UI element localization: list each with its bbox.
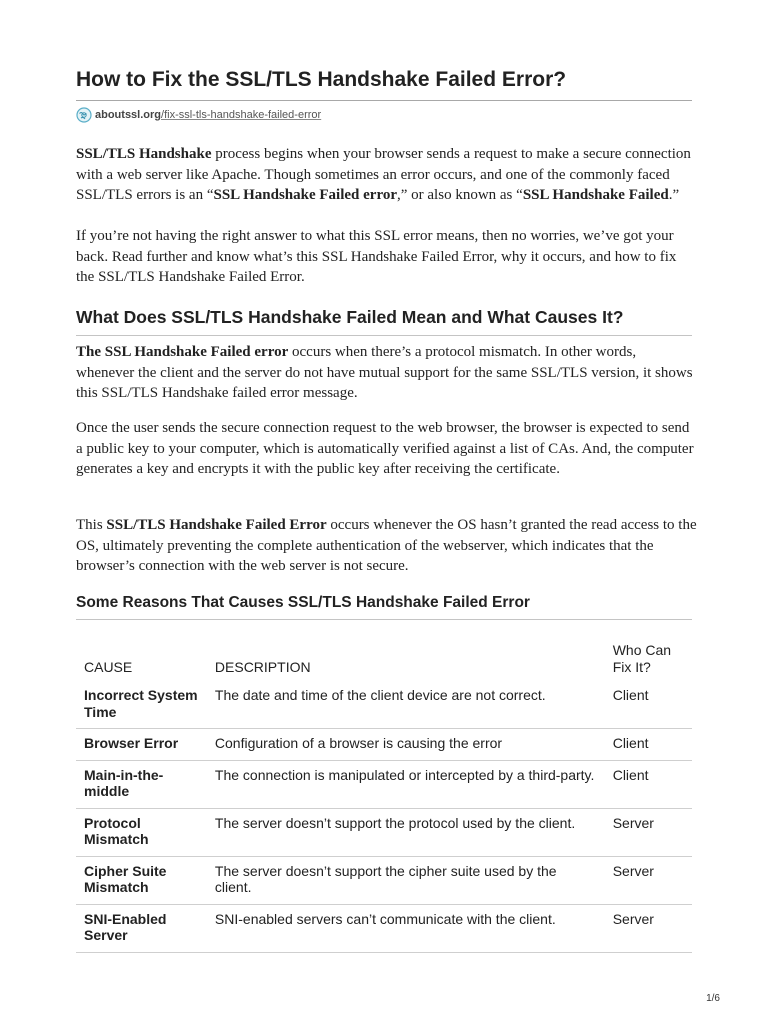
page-title: How to Fix the SSL/TLS Handshake Failed Error? xyxy=(76,68,567,91)
cell-who: Server xyxy=(612,910,654,927)
cell-who: Server xyxy=(612,814,654,831)
section-paragraph-3 xyxy=(76,515,698,577)
cell-who: Client xyxy=(612,766,649,783)
cell-cause: Incorrect System Time xyxy=(84,687,198,720)
section-paragraph-1 xyxy=(76,342,698,404)
cell-description: The date and time of the client device are not correct. xyxy=(214,687,546,703)
header-description: DESCRIPTION xyxy=(214,658,311,675)
table-row xyxy=(76,808,692,856)
cell-cause: SNI-Enabled Server xyxy=(84,910,167,943)
reasons-table xyxy=(76,632,692,953)
page-number: 1/6 xyxy=(706,993,720,1004)
table-row xyxy=(76,729,692,761)
cell-who: Client xyxy=(612,735,649,751)
section-paragraph-2: Once the user sends the secure connection request to the web browser, the browser is expected to send a public key to your computer, which is automatically verified against a list of CAs. And, the computer generates a key and encrypts it with the public key after receiving the certificate. xyxy=(76,420,694,478)
table-row xyxy=(76,904,692,952)
cell-description: Configuration of a browser is causing the error xyxy=(214,735,503,751)
table-row xyxy=(76,681,692,729)
intro-bold-3: SSL Handshake Failed xyxy=(522,187,669,204)
table-row xyxy=(76,856,692,904)
intro-bold-1: SSL/TLS Handshake xyxy=(76,146,212,162)
source-path[interactable]: /fix-ssl-tls-handshake-failed-error xyxy=(161,109,322,121)
section-text-1: occurs when there’s a protocol mismatch. In other words, whenever the client and the server do not have mutual support for the same SSL/TLS version, it shows this SSL/TLS Handshake failed error message. xyxy=(76,344,693,402)
header-who: Who Can Fix It? xyxy=(612,642,672,675)
intro-text-2: ,” or also known as “ xyxy=(397,187,523,204)
cell-cause: Browser Error xyxy=(84,735,179,751)
reasons-heading: Some Reasons That Causes SSL/TLS Handshake Failed Error xyxy=(76,594,530,611)
cell-cause: Protocol Mismatch xyxy=(84,814,149,847)
section-divider xyxy=(76,335,692,336)
title-divider xyxy=(76,100,692,101)
cell-description: SNI-enabled servers can’t communicate with the client. xyxy=(214,910,556,927)
cell-who: Server xyxy=(612,862,654,879)
section-bold-3: SSL/TLS Handshake Failed Error xyxy=(106,517,327,533)
table-row xyxy=(76,760,692,808)
reasons-divider xyxy=(76,619,692,620)
cell-description: The server doesn’t support the cipher suite used by the client. xyxy=(214,862,557,895)
intro-paragraph-2: If you’re not having the right answer to what this SSL error means, then no worries, we’ve got your back. Read further and know what’s this SSL Handshake Failed Error, why it occurs, and how to fix the SSL/TLS Handshake Failed Error. xyxy=(76,228,677,286)
header-cause: CAUSE xyxy=(84,658,133,675)
section-text-3a: This xyxy=(76,517,107,533)
section-bold-1: The SSL Handshake Failed error xyxy=(76,344,289,360)
source-domain[interactable]: aboutssl.org xyxy=(95,109,162,121)
intro-paragraph-1 xyxy=(76,144,698,206)
section-text-3b: occurs whenever the OS hasn’t granted the read access to the OS, ultimately preventing the complete authentication of the webserver, which indicates that the browser’s connection with the web server is not secure. xyxy=(76,517,697,575)
cell-who: Client xyxy=(612,687,649,703)
source-link[interactable] xyxy=(76,106,321,124)
table-header-row xyxy=(76,632,692,681)
globe-icon xyxy=(76,107,92,123)
intro-text-3: .” xyxy=(668,187,680,204)
cell-cause: Main-in-the-middle xyxy=(84,766,164,799)
intro-text-1: process begins when your browser sends a request to make a secure connection with a web server like Apache. Though sometimes an error occurs, and one of the commonly faced SSL/TLS errors is an “ xyxy=(76,146,691,204)
section-heading-what-does: What Does SSL/TLS Handshake Failed Mean and What Causes It? xyxy=(76,307,624,327)
cell-cause: Cipher Suite Mismatch xyxy=(84,862,167,895)
cell-description: The server doesn’t support the protocol used by the client. xyxy=(214,814,576,831)
intro-bold-2: SSL Handshake Failed error xyxy=(213,187,397,204)
cell-description: The connection is manipulated or intercepted by a third-party. xyxy=(214,766,595,783)
